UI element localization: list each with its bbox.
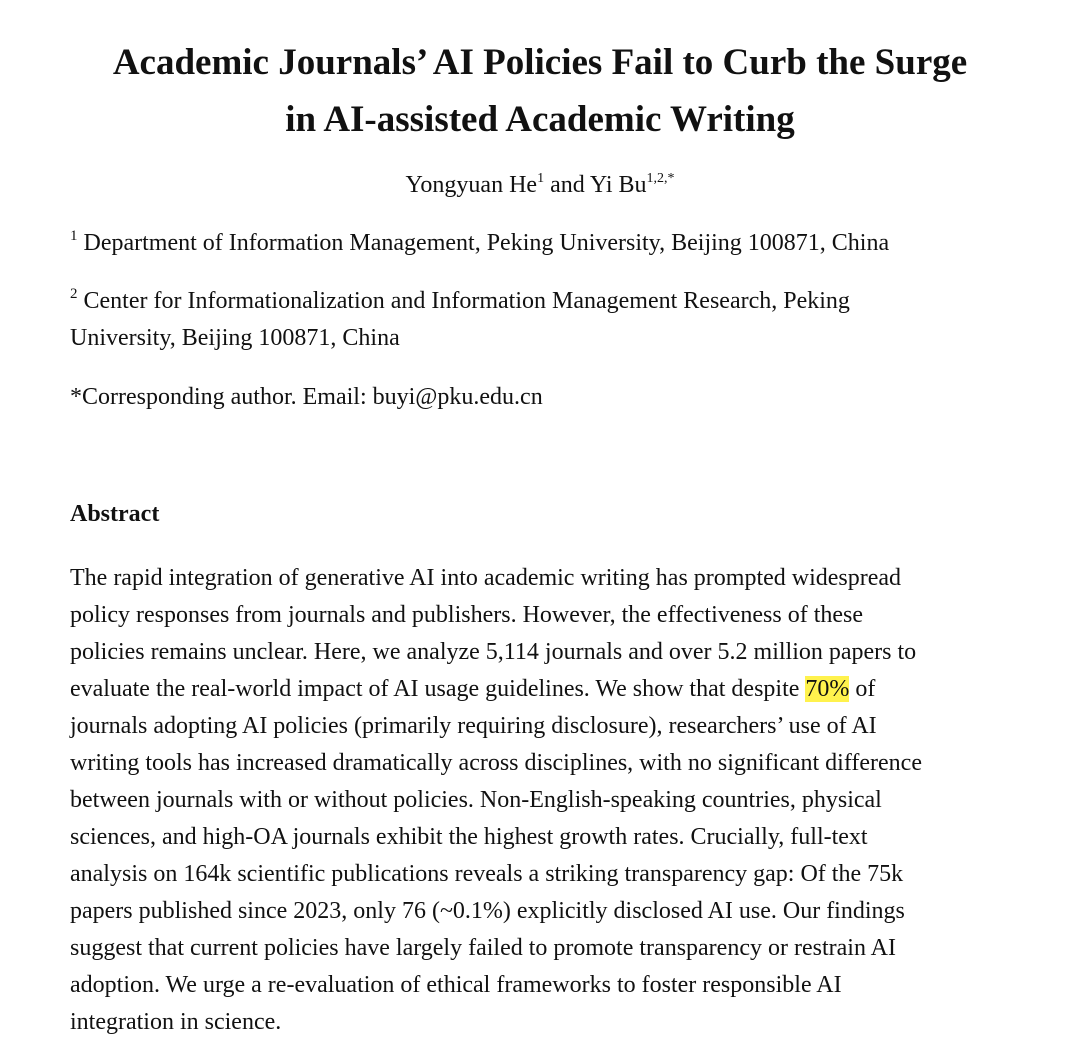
affiliation-2-text-line-2: University, Beijing 100871, China <box>70 325 400 351</box>
title-line-1: Academic Journals’ AI Policies Fail to Curb the Surge <box>112 42 968 83</box>
affiliation-1-marker: 1 <box>70 228 78 244</box>
author-connector: and <box>544 172 590 198</box>
affiliation-1 <box>70 225 1030 262</box>
author-1-affiliation-marker: 1 <box>537 171 545 186</box>
abstract-line: analysis on 164k scientific publications reveals a striking transparency gap: Of the 75k <box>70 861 904 887</box>
affiliation-2 <box>70 283 1030 357</box>
author-1-name: Yongyuan He <box>405 172 538 198</box>
abstract-line: The rapid integration of generative AI into academic writing has prompted widespread <box>70 565 902 591</box>
title-line-2: in AI-assisted Academic Writing <box>285 99 795 140</box>
abstract-line: policies remains unclear. Here, we analyze 5,114 journals and over 5.2 million papers to <box>70 639 917 665</box>
affiliation-2-marker: 2 <box>70 286 78 302</box>
corresponding-author: *Corresponding author. Email: buyi@pku.edu.cn <box>70 384 543 410</box>
highlight-line-after: of <box>849 676 876 702</box>
abstract-line: sciences, and high-OA journals exhibit the highest growth rates. Crucially, full-text <box>70 824 868 850</box>
abstract-heading: Abstract <box>70 501 160 527</box>
abstract-line: policy responses from journals and publishers. However, the effectiveness of these <box>70 602 864 628</box>
abstract-line-with-highlight <box>70 671 1030 708</box>
affiliation-1-text: Department of Information Management, Peking University, Beijing 100871, China <box>83 230 890 256</box>
abstract-line: suggest that current policies have largely failed to promote transparency or restrain AI <box>70 935 896 961</box>
abstract-line: between journals with or without policies. Non-English-speaking countries, physical <box>70 787 882 813</box>
highlighted-percentage: 70% <box>805 676 850 702</box>
highlight-line-before: evaluate the real-world impact of AI usage guidelines. We show that despite <box>70 676 806 702</box>
author-2-name: Yi Bu <box>589 172 647 198</box>
paper-title <box>40 34 1040 148</box>
abstract-line: journals adopting AI policies (primarily requiring disclosure), researchers’ use of AI <box>70 713 877 739</box>
abstract-body <box>70 560 1030 1041</box>
author-2-affiliation-marker: 1,2,* <box>646 171 675 186</box>
affiliation-2-text-line-1: Center for Informationalization and Information Management Research, Peking <box>83 288 850 314</box>
abstract-line: adoption. We urge a re-evaluation of ethical frameworks to foster responsible AI <box>70 972 842 998</box>
abstract-line: integration in science. <box>70 1009 282 1035</box>
abstract-line: writing tools has increased dramatically across disciplines, with no significant difference <box>70 750 922 776</box>
author-list <box>0 170 1080 200</box>
abstract-line: papers published since 2023, only 76 (~0.1%) explicitly disclosed AI use. Our findings <box>70 898 905 924</box>
